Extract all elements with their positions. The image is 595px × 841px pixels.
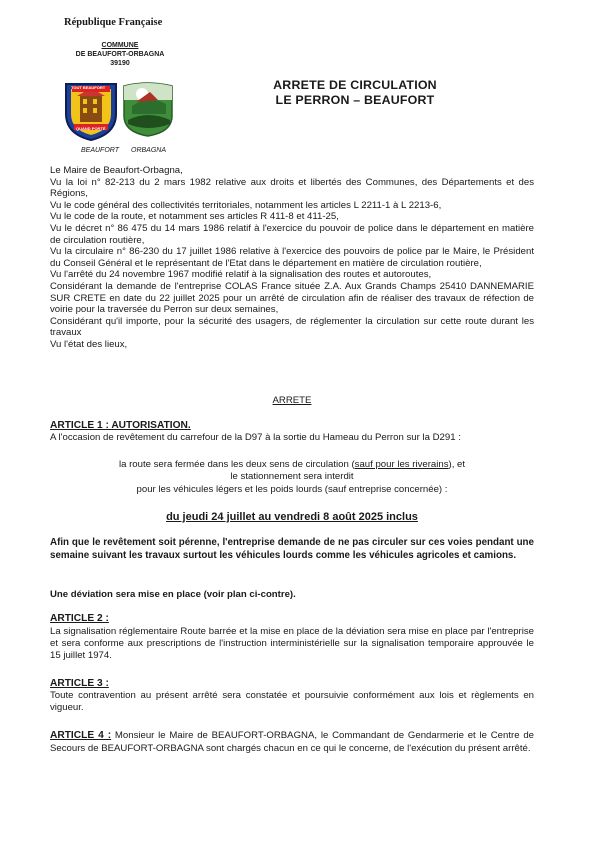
article1-parking: le stationnement sera interdit xyxy=(230,471,354,482)
logo1-bottom-text: QUAND PORTÉ xyxy=(76,126,106,131)
article1-dates: du jeudi 24 juillet au vendredi 8 août 2025 inclus xyxy=(166,511,418,523)
commune-line2: DE BEAUFORT-ORBAGNA xyxy=(75,51,165,58)
preamble-line: Vu le décret n° 86 475 du 14 mars 1986 relatif à l'exercice du pouvoir de police dans le département en matière de circulation routière, xyxy=(50,222,534,246)
article1-closure xyxy=(50,459,534,471)
commune-block xyxy=(60,41,180,68)
article4 xyxy=(50,730,534,755)
article2-heading: ARTICLE 2 : xyxy=(50,613,109,624)
preamble-line: Vu le code de la route, et notamment ses articles R 411-8 et 411-25, xyxy=(50,211,339,223)
preamble-line: Vu le code général des collectivités territoriales, notamment les articles L 2211-1 à L 2213-6, xyxy=(50,199,442,211)
title-line2: LE PERRON – BEAUFORT xyxy=(275,93,435,107)
closure-text-b: ), et xyxy=(448,459,466,470)
preamble-line: Le Maire de Beaufort-Orbagna, xyxy=(50,165,183,176)
orbagna-emblem-icon xyxy=(120,80,176,138)
article3-text: Toute contravention au présent arrêté sera constatée et poursuivie conformément aux lois et règlements en vigueur. xyxy=(50,690,534,713)
commune-code: 39190 xyxy=(110,60,130,67)
article1-heading: ARTICLE 1 : AUTORISATION. xyxy=(50,420,191,431)
article1-recommendation: Afin que le revêtement soit pérenne, l'entreprise demande de ne pas circuler sur ces voies pendant une semaine suivant les travaux surtout les véhicules lourds comme les véhicules agricoles et camions. xyxy=(50,537,534,561)
preamble-line: Considérant qu'il importe, pour la sécurité des usagers, de réglementer la circulation sur cette route durant les travaux xyxy=(50,315,534,339)
preamble-line: Vu l'état des lieux, xyxy=(50,338,128,350)
preamble-line: Vu la circulaire n° 86-230 du 17 juillet 1986 relative à l'exercice des pouvoirs de police par le Maire, le Président du Conseil Général et le représentant de l'Etat dans le département en matière de circulation routière, xyxy=(50,246,534,269)
logo2-caption: ORBAGNA xyxy=(131,147,167,154)
logo1-caption: BEAUFORT xyxy=(81,147,119,154)
arrete-label: ARRETE xyxy=(272,395,312,406)
preamble-line: Vu la loi n° 82-213 du 2 mars 1982 relative aux droits et libertés des Communes, des Départements et des Régions, xyxy=(50,176,534,200)
title-line1: ARRETE DE CIRCULATION xyxy=(273,78,437,92)
closure-exception: sauf pour les riverains xyxy=(354,459,449,470)
commune-line1: COMMUNE xyxy=(101,42,139,49)
closure-text-a: la route sera fermée dans les deux sens de circulation ( xyxy=(118,459,355,470)
article1-vehicles: pour les véhicules légers et les poids lourds (sauf entreprise concernée) : xyxy=(136,484,448,495)
article4-heading: ARTICLE 4 : xyxy=(50,730,112,741)
article1-deviation: Une déviation sera mise en place (voir plan ci-contre). xyxy=(50,589,296,600)
preamble xyxy=(50,165,534,351)
page-title xyxy=(250,78,460,108)
logo1-top-text: TOUT BEAUFORT xyxy=(71,85,106,90)
article2-text: La signalisation réglementaire Route barrée et la mise en place de la déviation sera mise en place par l'entreprise et sera conforme aux prescriptions de l'instruction interministérielle sur la signalisation temporaire approuvée le 15 juillet 1974. xyxy=(50,626,534,661)
republic-label: République Française xyxy=(64,17,163,28)
article1-intro: A l'occasion de revêtement du carrefour de la D97 à la sortie du Hameau du Perron sur la D291 : xyxy=(50,432,461,443)
article4-text: Monsieur le Maire de BEAUFORT-ORBAGNA, le Commandant de Gendarmerie et le Centre de Secours de BEAUFORT-ORBAGNA sont chargés chacun en ce qui le concerne, de l'exécution du présent arrêté. xyxy=(50,730,534,754)
preamble-line: Vu l'arrêté du 24 novembre 1967 modifié relatif à la signalisation des routes et autoroutes, xyxy=(50,269,432,281)
preamble-line: Considérant la demande de l'entreprise COLAS France située Z.A. Aux Grands Champs 25410 DANNEMARIE SUR CRETE en date du 22 juillet 2025 pour un arrêté de circulation afin de réaliser des travaux de réfection de voirie pour la traversée du Perron sur deux semaines, xyxy=(50,280,534,316)
article3-heading: ARTICLE 3 : xyxy=(50,678,109,689)
